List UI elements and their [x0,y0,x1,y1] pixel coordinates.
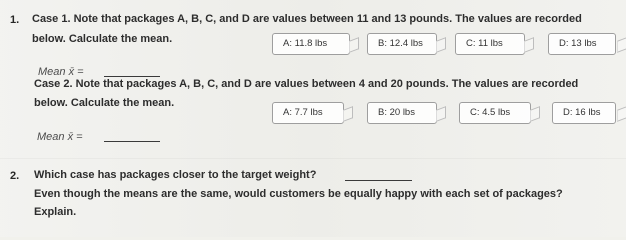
case-2-description-line-2: below. Calculate the mean. [34,97,175,109]
case-2-mean-label: Mean x̄ = [37,131,83,143]
package-b-value: B: 12.4 lbs [367,33,437,55]
case-1-description-line-2: below. Calculate the mean. [32,33,173,45]
package-b-value: B: 20 lbs [367,102,437,124]
question-2-line-2: Even though the means are the same, would customers be equally happy with each set of packages? [34,189,563,200]
question-2-answer-blank[interactable] [345,180,412,181]
package-c-value: C: 11 lbs [455,33,525,55]
case-1-mean-label: Mean x̄ = [38,66,84,78]
package-a-value: A: 11.8 lbs [272,33,350,55]
question-2-line-1: Which case has packages closer to the target weight? [34,169,317,181]
package-d-value: D: 16 lbs [552,102,616,124]
case-1-description-line-1: Case 1. Note that packages A, B, C, and D are values between 11 and 13 pounds. The values are recorded [32,14,582,25]
question-2-line-3: Explain. [34,206,77,218]
case-1-mean-blank[interactable] [104,76,160,77]
case-2-description-line-1: Case 2. Note that packages A, B, C, and D are values between 4 and 20 pounds. The values are recorded [34,79,579,90]
page-shading [0,158,626,159]
package-a-value: A: 7.7 lbs [272,102,344,124]
question-2-number: 2. [10,170,20,182]
question-1-number: 1. [10,14,20,26]
package-c-value: C: 4.5 lbs [459,102,531,124]
case-2-mean-blank[interactable] [104,141,160,142]
package-d-value: D: 13 lbs [548,33,616,55]
